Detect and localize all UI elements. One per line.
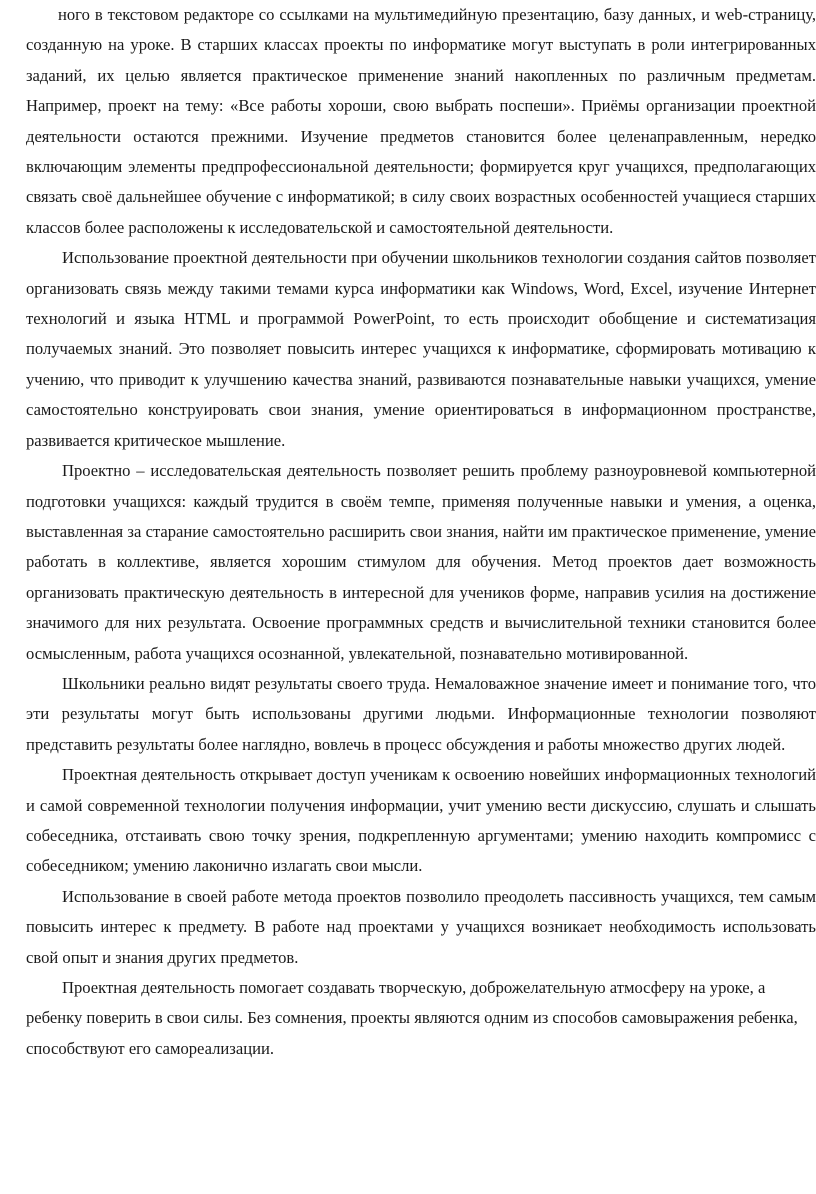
paragraph-2: Использование проектной деятельности при обучении школьников технологии создания сайтов позволяет организовать связь между такими темами курса информатики как Windows, Word, Excel, изучение Интернет технологий и языка HTML и программой PowerPoint, то есть происходит обобщение и систематизация получаемых знаний. Это позволяет повысить интерес учащихся к информатике, сформировать мотивацию к учению, что приводит к улучшению качества знаний, развиваются познавательные навыки учащихся, умение самостоятельно конструировать свои знания, умение ориентироваться в информационном пространстве, развивается критическое мышление. <box>26 248 816 450</box>
paragraph-7: Проектная деятельность помогает создавать творческую, доброжелательную атмосферу на уроке, а ребенку поверить в свои силы. Без сомнения, проекты являются одним из способов самовыражения ребенка, способствуют его самореализации. <box>26 978 798 1058</box>
document-page <box>26 0 816 1064</box>
paragraph-5: Проектная деятельность открывает доступ ученикам к освоению новейших информационных технологий и самой современной технологии получения информации, учит умению вести дискуссию, слушать и слышать собеседника, отстаивать свою точку зрения, подкрепленную аргументами; умению находить компромисс с собеседником; умению лаконично излагать свои мысли. <box>26 765 816 876</box>
paragraph-3: Проектно – исследовательская деятельность позволяет решить проблему разноуровневой компьютерной подготовки учащихся: каждый трудится в своём темпе, применяя полученные навыки и умения, а оценка, выставленная за старание самостоятельно расширить свои знания, найти им практическое применение, умение работать в коллективе, является хорошим стимулом для обучения. Метод проектов дает возможность организовать практическую деятельность в интересной для учеников форме, направив усилия на достижение значимого для них результата. Освоение программных средств и вычислительной техники становится более осмысленным, работа учащихся осознанной, увлекательной, познавательно мотивированной. <box>26 461 816 663</box>
paragraph-6: Использование в своей работе метода проектов позволило преодолеть пассивность учащихся, тем самым повысить интерес к предмету. В работе над проектами у учащихся возникает необходимость использовать свой опыт и знания других предметов. <box>26 886 816 967</box>
paragraph-1: ного в текстовом редакторе со ссылками на мультимедийную презентацию, базу данных, и web-страницу, созданную на уроке. В старших классах проекты по информатике могут выступать в роли интегрированных заданий, их целью является практическое применение знаний накопленных по различным предметам. Например, проект на тему: «Все работы хороши, свою выбрать поспеши». Приёмы организации проектной деятельности остаются прежними. Изучение предметов становится более целенаправленным, нередко включающим элементы предпрофессиональной деятельности; формируется круг учащихся, предполагающих связать своё дальнейшее обучение с информатикой; в силу своих возрастных особенностей учащиеся старших классов более расположены к исследовательской и самостоятельной деятельности. <box>26 5 816 237</box>
paragraph-4: Школьники реально видят результаты своего труда. Немаловажное значение имеет и понимание того, что эти результаты могут быть использованы другими людьми. Информационные технологии позволяют представить результаты более наглядно, вовлечь в процесс обсуждения и работы множество других людей. <box>26 673 816 754</box>
